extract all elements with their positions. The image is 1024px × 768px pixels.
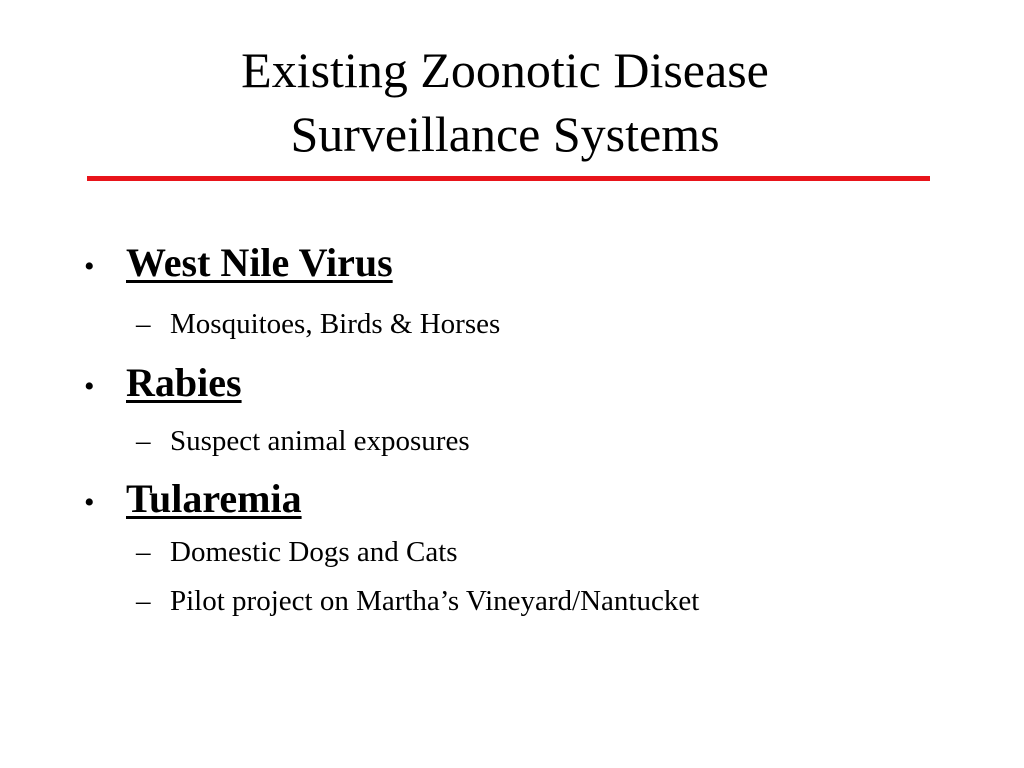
bullet-icon: • [84,370,95,403]
sub-bullet-item [84,300,984,349]
bullet-item [84,474,984,528]
bullet-group-west-nile [84,238,984,349]
bullet-icon: • [84,250,95,283]
dash-icon: – [136,585,151,617]
bullet-group-rabies [84,358,984,466]
bullet-heading: West Nile Virus [126,240,393,285]
slide-title-line-1: Existing Zoonotic Disease [241,42,769,98]
bullet-heading: Tularemia [126,476,302,521]
slide-title-line-2: Surveillance Systems [290,106,720,162]
bullet-icon: • [84,486,95,519]
dash-icon: – [136,308,151,340]
slide-title [0,38,1010,166]
sub-bullet-item [84,577,984,626]
dash-icon: – [136,425,151,457]
title-divider [87,176,930,181]
bullet-group-tularemia [84,474,984,626]
sub-bullet-text: Domestic Dogs and Cats [170,536,458,568]
sub-bullet-item [84,417,984,466]
dash-icon: – [136,536,151,568]
bullet-item [84,358,984,412]
bullet-item [84,238,984,292]
sub-bullet-text: Mosquitoes, Birds & Horses [170,308,501,340]
bullet-list [84,238,984,626]
bullet-heading: Rabies [126,360,242,405]
sub-bullet-text: Suspect animal exposures [170,425,470,457]
sub-bullet-item [84,528,984,577]
sub-bullet-text: Pilot project on Martha’s Vineyard/Nantucket [170,585,700,617]
